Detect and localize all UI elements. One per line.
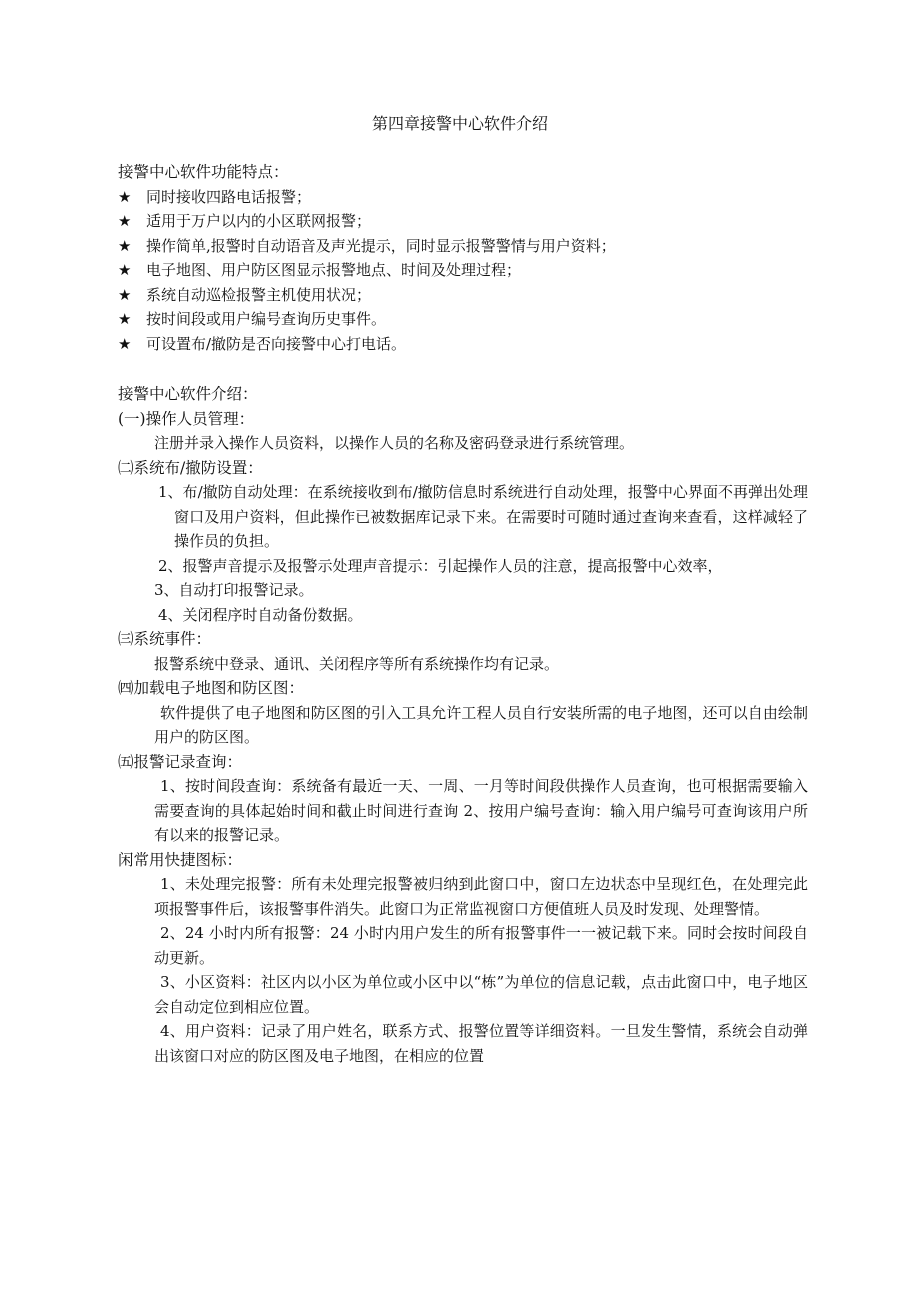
section-heading-6: 闲常用快捷图标：	[118, 850, 243, 869]
shortcut-item: 2、24 小时内所有报警：24 小时内用户发生的所有报警事件一一被记载下来。同时会按时间段自动更新。	[154, 924, 808, 967]
star-icon: ★	[118, 236, 132, 255]
feature-text: 同时接收四路电话报警；	[146, 187, 312, 206]
page-title: 第四章接警中心软件介绍	[371, 114, 548, 133]
section-text-5: 1、按时间段查询：系统备有最近一天、一周、一月等时间段供操作人员查询，也可根据需要输入需要查询的具体起始时间和截止时间进行查询 2、按用户编号查询：输入用户编号可查询该用户所有以来的报警记录。	[154, 777, 808, 844]
feature-item	[118, 185, 808, 210]
star-icon: ★	[118, 334, 132, 353]
feature-item	[118, 258, 808, 283]
features-heading: 接警中心软件功能特点：	[118, 163, 289, 181]
shortcut-item: 4、用户资料：记录了用户姓名，联系方式、报警位置等详细资料。一旦发生警情，系统会自动弹出该窗口对应的防区图及电子地图，在相应的位置	[154, 1022, 808, 1065]
feature-item	[118, 209, 808, 234]
section-heading-2: ㈡系统布/撤防设置：	[118, 458, 263, 477]
section-heading-4: ㈣加载电子地图和防区图：	[118, 679, 305, 697]
feature-text: 电子地图、用户防区图显示报警地点、时间及处理过程；	[146, 261, 522, 279]
feature-item	[118, 332, 808, 357]
feature-item	[118, 283, 808, 308]
feature-text: 系统自动巡检报警主机使用状况；	[146, 285, 372, 304]
star-icon: ★	[118, 212, 132, 230]
feature-item	[118, 234, 808, 259]
section-2-item: 3、自动打印报警记录。	[154, 581, 314, 599]
section-2-item: 4、关闭程序时自动备份数据。	[158, 605, 363, 624]
star-icon: ★	[118, 261, 132, 279]
feature-list	[118, 185, 808, 357]
section-text-4: 软件提供了电子地图和防区图的引入工具允许工程人员自行安装所需的电子地图，还可以自由绘制用户的防区图。	[154, 703, 808, 746]
feature-text: 可设置布/撤防是否向接警中心打电话。	[146, 334, 407, 353]
spacer	[118, 356, 808, 382]
section-text-3: 报警系统中登录、通讯、关闭程序等所有系统操作均有记录。	[154, 654, 560, 673]
star-icon: ★	[118, 310, 132, 328]
feature-item	[118, 307, 808, 332]
section-heading-5: ㈤报警记录查询：	[118, 752, 243, 771]
intro-heading: 接警中心软件介绍：	[118, 385, 258, 403]
feature-text: 按时间段或用户编号查询历史事件。	[146, 310, 387, 328]
section-heading-1: (一)操作人员管理：	[118, 409, 255, 428]
feature-text: 操作简单,报警时自动语音及声光提示，同时显示报警警情与用户资料；	[146, 236, 616, 255]
section-2-item: 1、布/撤防自动处理：在系统接收到布/撤防信息时系统进行自动处理，报警中心界面不再弹出处理窗口及用户资料，但此操作已被数据库记录下来。在需要时可随时通过查询来查看，这样减轻了操作员的负担。	[158, 483, 808, 550]
section-heading-3: ㈢系统事件：	[118, 630, 212, 648]
feature-text: 适用于万户以内的小区联网报警；	[146, 212, 372, 230]
shortcut-item: 1、未处理完报警：所有未处理完报警被归纳到此窗口中，窗口左边状态中呈现红色，在处理完此项报警事件后，该报警事件消失。此窗口为正常监视窗口方便值班人员及时发现、处理警情。	[154, 875, 808, 918]
star-icon: ★	[118, 187, 132, 206]
star-icon: ★	[118, 285, 132, 304]
section-2-item: 2、报警声音提示及报警示处理声音提示：引起操作人员的注意，提高报警中心效率，	[158, 556, 723, 575]
section-text-1: 注册并录入操作人员资料，以操作人员的名称及密码登录进行系统管理。	[154, 434, 635, 452]
shortcut-item: 3、小区资料：社区内以小区为单位或小区中以“栋”为单位的信息记载，点击此窗口中，电子地区会自动定位到相应位置。	[154, 973, 808, 1016]
document-body	[118, 160, 808, 1068]
